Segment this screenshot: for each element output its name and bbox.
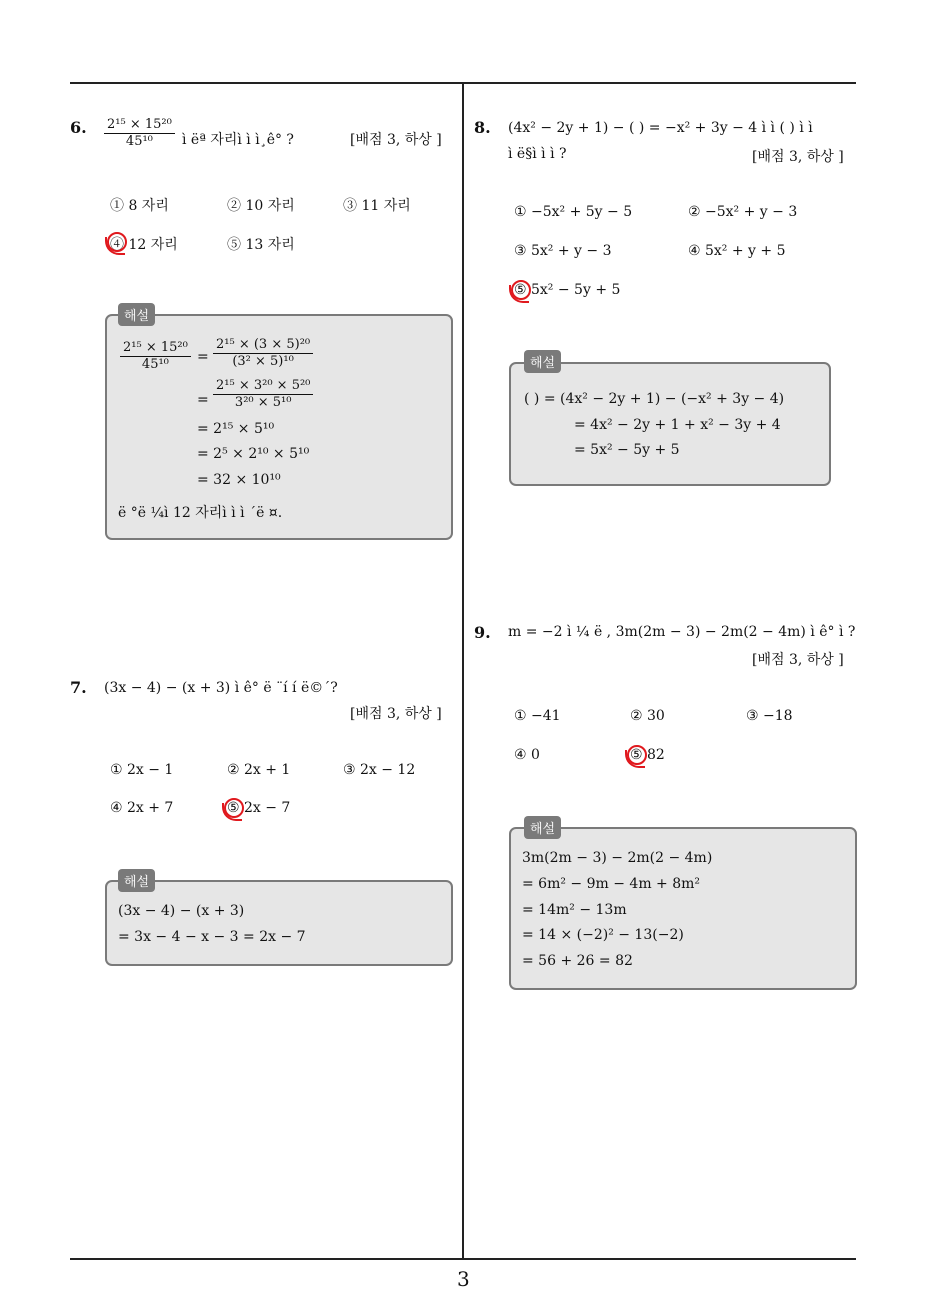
choice-3[interactable]: ③ 11 자리 [343,198,411,214]
choice-2[interactable]: ② 30 [630,708,665,724]
choice-3[interactable]: ③ 2x − 12 [343,762,416,778]
choice-5[interactable]: ⑤ 2x − 7 [227,800,291,816]
page-number: 3 [457,1267,470,1291]
choice-2[interactable]: ② −5x² + y − 3 [688,204,798,220]
score-label: [배점 3, 하상 ] [350,706,442,722]
score-label: [배점 3, 하상 ] [752,149,844,165]
solution-tag: 해설 [118,869,155,892]
solution-tag: 해설 [524,350,561,373]
question-number: 7. [70,678,87,697]
solution-line-4: = 2⁵ × 2¹⁰ × 5¹⁰ [197,446,310,462]
answer-circle-mark [224,798,244,818]
choice-1[interactable]: ① −5x² + 5y − 5 [514,204,633,220]
score-label: [배점 3, 하상 ] [350,132,442,148]
solution-tag: 해설 [524,816,561,839]
column-divider [462,83,464,1259]
answer-circle-mark [107,232,127,252]
solution-line-1: ( ) = (4x² − 2y + 1) − (−x² + 3y − 4) [524,391,785,407]
choice-1[interactable]: ① 8 자리 [110,198,169,214]
solution-line-4: = 14 × (−2)² − 13(−2) [522,927,684,943]
question-fraction: $\frac{\text{2¹⁵ × 15²⁰}}{\text{45¹⁰}}$ [104,118,175,148]
question-text-line-1: (4x² − 2y + 1) − ( ) = −x² + 3y − 4 ì ì ( ) ì ì [508,120,813,136]
solution-line-2: = 6m² − 9m − 4m + 8m² [522,876,701,892]
solution-line-3: = 5x² − 5y + 5 [574,442,680,458]
question-text-line-2: ì ë§ì ì ì ? [508,146,567,162]
question-number: 6. [70,118,87,137]
solution-line-3: = 2¹⁵ × 5¹⁰ [197,421,275,437]
choice-4[interactable]: ④ 5x² + y + 5 [688,243,786,259]
solution-rhs-fraction-1: $\frac{\text{2¹⁵ × (3 × 5)²⁰}}{\text{(3² × 5)¹⁰}}$ [213,338,313,368]
choice-3[interactable]: ③ 5x² + y − 3 [514,243,612,259]
solution-line-1: (3x − 4) − (x + 3) [118,903,245,919]
choice-1[interactable]: ① −41 [514,708,561,724]
solution-tag: 해설 [118,303,155,326]
choice-3[interactable]: ③ −18 [746,708,793,724]
solution-line-3: = 14m² − 13m [522,902,627,918]
question-text: (3x − 4) − (x + 3) ì ê° ë ¨í í ë©´? [104,680,338,696]
choice-2[interactable]: ② 2x + 1 [227,762,291,778]
solution-box [105,880,453,966]
bottom-rule [70,1258,856,1260]
question-number: 8. [474,118,491,137]
solution-equals: = [197,349,209,365]
solution-equals: = [197,392,209,408]
solution-line-2: = 4x² − 2y + 1 + x² − 3y + 4 [574,417,781,433]
question-number: 9. [474,623,491,642]
score-label: [배점 3, 하상 ] [752,652,844,668]
solution-line-1: 3m(2m − 3) − 2m(2 − 4m) [522,850,713,866]
choice-4[interactable]: ④ 0 [514,747,540,763]
question-text: m = −2 ì ¼ ë , 3m(2m − 3) − 2m(2 − 4m) ì ê° ì ? [508,624,856,640]
answer-circle-mark [627,745,647,765]
choice-5[interactable]: ⑤ 5x² − 5y + 5 [514,282,621,298]
question-text: ì ëª 자리ì ì ì¸ê° ? [182,132,294,148]
solution-line-2: = 3x − 4 − x − 3 = 2x − 7 [118,929,306,945]
solution-line-5: = 32 × 10¹⁰ [197,472,281,488]
solution-rhs-fraction-2: $\frac{\text{2¹⁵ × 3²⁰ × 5²⁰}}{\text{3²⁰ × 5¹⁰}}$ [213,379,313,409]
answer-circle-mark [511,280,531,300]
choice-4[interactable]: ④ 2x + 7 [110,800,174,816]
choice-4[interactable]: ④ 12 자리 [110,237,178,253]
solution-conclusion: ë °ë ¼ì 12 자리ì ì ì ´ë ¤. [118,505,283,521]
choice-2[interactable]: ② 10 자리 [227,198,295,214]
choice-5[interactable]: ⑤ 82 [630,747,665,763]
solution-line-5: = 56 + 26 = 82 [522,953,633,969]
choice-1[interactable]: ① 2x − 1 [110,762,174,778]
solution-lhs-fraction: $\frac{\text{2¹⁵ × 15²⁰}}{\text{45¹⁰}}$ [120,341,191,371]
choice-5[interactable]: ⑤ 13 자리 [227,237,295,253]
